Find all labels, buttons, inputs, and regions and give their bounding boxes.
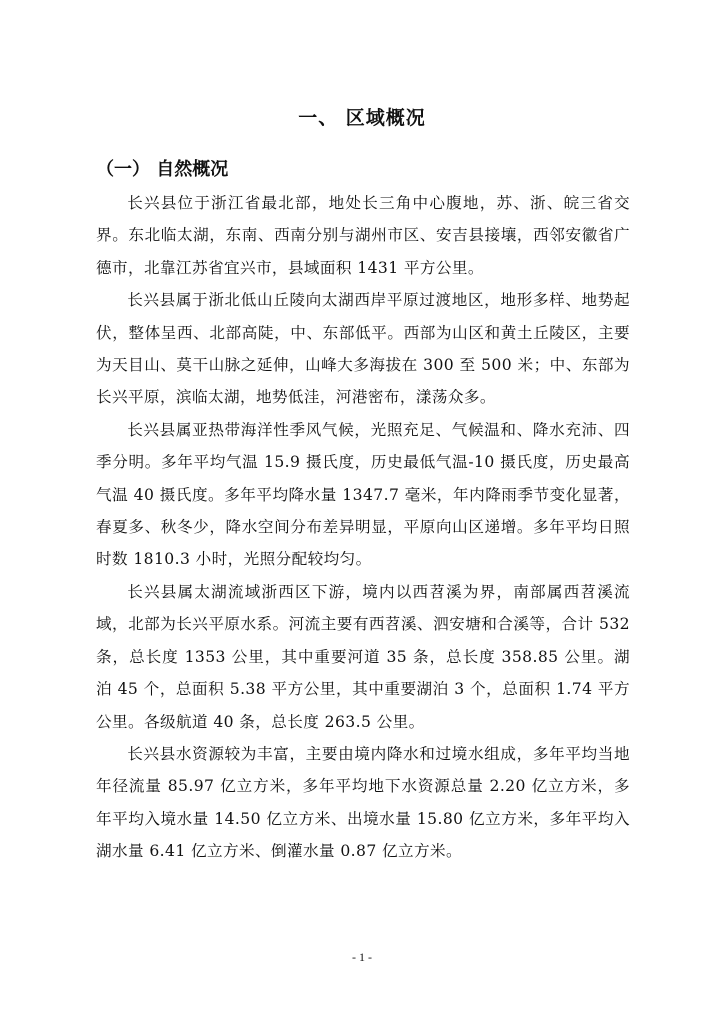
body-text: [96, 187, 630, 868]
section-title: （一） 自然概况: [96, 159, 229, 180]
paragraph-water-system: 长兴县属太湖流域浙西区下游，境内以西苕溪为界，南部属西苕溪流域，北部为长兴平原水系。河流主要有西苕溪、泗安塘和合溪等，合计 532 条，总长度 1353 公里，其中重要河道 35 条，总长度 358.85 公里。湖泊 45 个，总面积 5.38 平方公里，其中重要湖泊 3 个，总面积 1.74 平方公里。各级航道 40 条，总长度 263.5 公里。: [96, 582, 630, 731]
paragraph-water-resources: 长兴县水资源较为丰富，主要由境内降水和过境水组成，多年平均当地年径流量 85.97 亿立方米，多年平均地下水资源总量 2.20 亿立方米，多年平均入境水量 14.50 亿立方米、出境水量 15.80 亿立方米，多年平均入湖水量 6.41 亿立方米、倒灌水量 0.87 亿立方米。: [96, 744, 630, 861]
chapter-title: 一、 区域概况: [298, 107, 426, 129]
paragraph-location: 长兴县位于浙江省最北部，地处长三角中心腹地，苏、浙、皖三省交界。东北临太湖，东南、西南分别与湖州市区、安吉县接壤，西邻安徽省广德市，北靠江苏省宜兴市，县域面积 1431 平方公里。: [96, 194, 630, 277]
paragraph-climate: 长兴县属亚热带海洋性季风气候，光照充足、气候温和、降水充沛、四季分明。多年平均气温 15.9 摄氏度，历史最低气温-10 摄氏度，历史最高气温 40 摄氏度。多年平均降水量 1347.7 毫米，年内降雨季节变化显著，春夏多、秋冬少，降水空间分布差异明显，平原向山区递增。多年平均日照时数 1810.3 小时，光照分配较均匀。: [96, 420, 630, 569]
page-number: - 1 -: [352, 950, 372, 964]
paragraph-terrain: 长兴县属于浙北低山丘陵向太湖西岸平原过渡地区，地形多样、地势起伏，整体呈西、北部高陡，中、东部低平。西部为山区和黄土丘陵区，主要为天目山、莫干山脉之延伸，山峰大多海拔在 300 至 500 米；中、东部为长兴平原，滨临太湖，地势低洼，河港密布，漾荡众多。: [96, 291, 630, 407]
